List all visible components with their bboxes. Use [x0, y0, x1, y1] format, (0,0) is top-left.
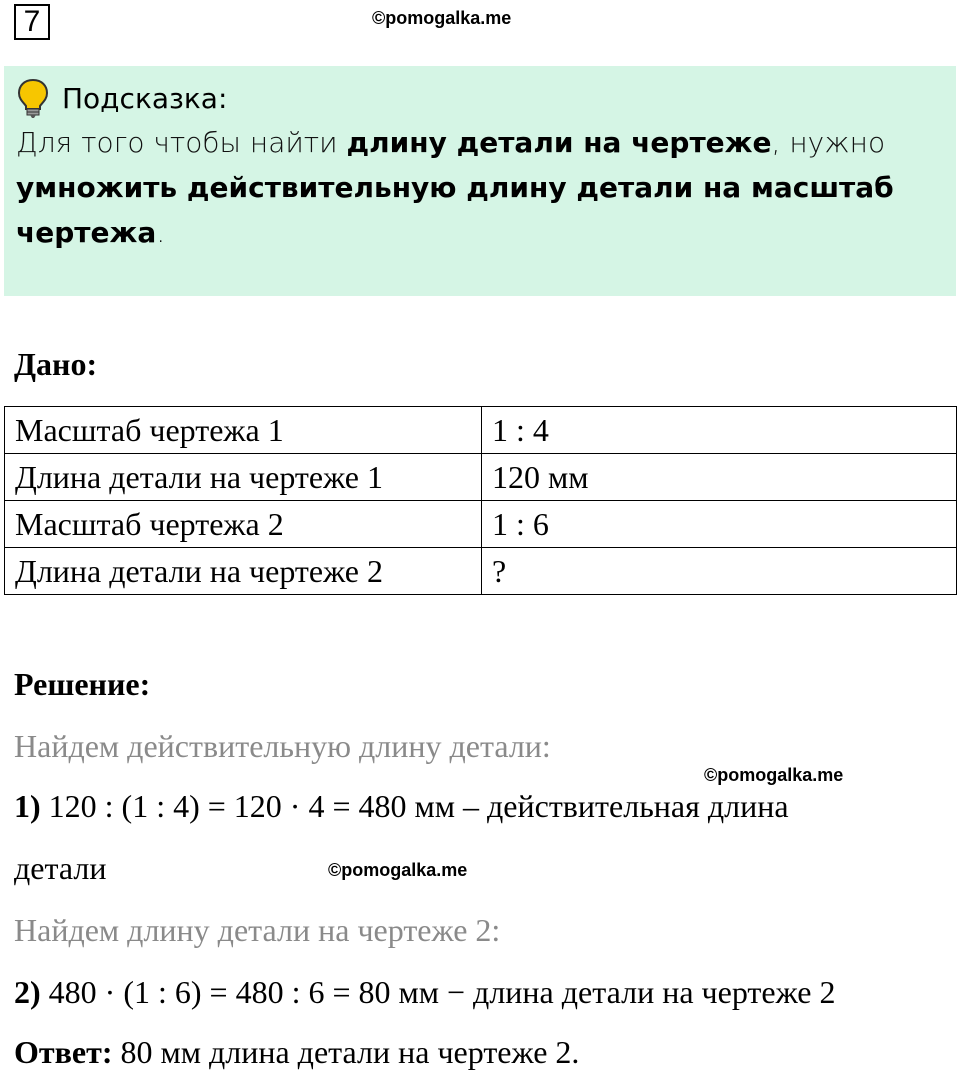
hint-text-part-1: Для того чтобы найти — [16, 126, 347, 159]
table-row — [5, 501, 957, 548]
hint-text-part-3: . — [156, 216, 166, 249]
watermark-top: ©pomogalka.me — [372, 8, 512, 28]
step1-line — [14, 788, 789, 825]
hint-header — [16, 78, 944, 118]
lightbulb-icon — [16, 78, 50, 118]
given-value: ? — [482, 548, 957, 595]
watermark-lower: ©pomogalka.me — [328, 860, 468, 880]
step1-continuation: детали — [14, 850, 107, 886]
answer-label: Ответ: — [14, 1034, 113, 1070]
hint-title: Подсказка: — [62, 81, 228, 115]
given-label: Длина детали на чертеже 2 — [5, 548, 482, 595]
given-value: 1 : 4 — [482, 407, 957, 454]
step2-number: 2) — [14, 974, 41, 1010]
given-heading: Дано: — [14, 346, 98, 382]
step1-number: 1) — [14, 788, 41, 824]
step2-text: 480 · (1 : 6) = 480 : 6 = 80 мм − длина детали на чертеже 2 — [40, 974, 836, 1010]
given-value: 120 мм — [482, 454, 957, 501]
hint-bold-2: умножить действительную длину детали на масштаб чертежа — [16, 171, 894, 249]
table-row — [5, 454, 957, 501]
table-row — [5, 548, 957, 595]
task-number: 7 — [14, 4, 50, 40]
answer-line — [14, 1034, 579, 1071]
given-label: Масштаб чертежа 2 — [5, 501, 482, 548]
given-label: Масштаб чертежа 1 — [5, 407, 482, 454]
hint-box — [4, 66, 956, 296]
hint-text-part-2: , нужно — [771, 126, 886, 159]
hint-text — [16, 120, 944, 255]
given-value: 1 : 6 — [482, 501, 957, 548]
table-row — [5, 407, 957, 454]
given-table — [4, 406, 957, 595]
step2-line — [14, 974, 835, 1011]
given-label: Длина детали на чертеже 1 — [5, 454, 482, 501]
step1-intro: Найдем действительную длину детали: — [14, 728, 551, 764]
step2-intro: Найдем длину детали на чертеже 2: — [14, 912, 501, 948]
answer-text: 80 мм длина детали на чертеже 2. — [112, 1034, 580, 1070]
solution-heading: Решение: — [14, 666, 151, 702]
watermark-middle: ©pomogalka.me — [704, 765, 844, 785]
hint-bold-1: длину детали на чертеже — [346, 126, 772, 159]
step1-text: 120 : (1 : 4) = 120 · 4 = 480 мм – действительная длина — [40, 788, 789, 824]
